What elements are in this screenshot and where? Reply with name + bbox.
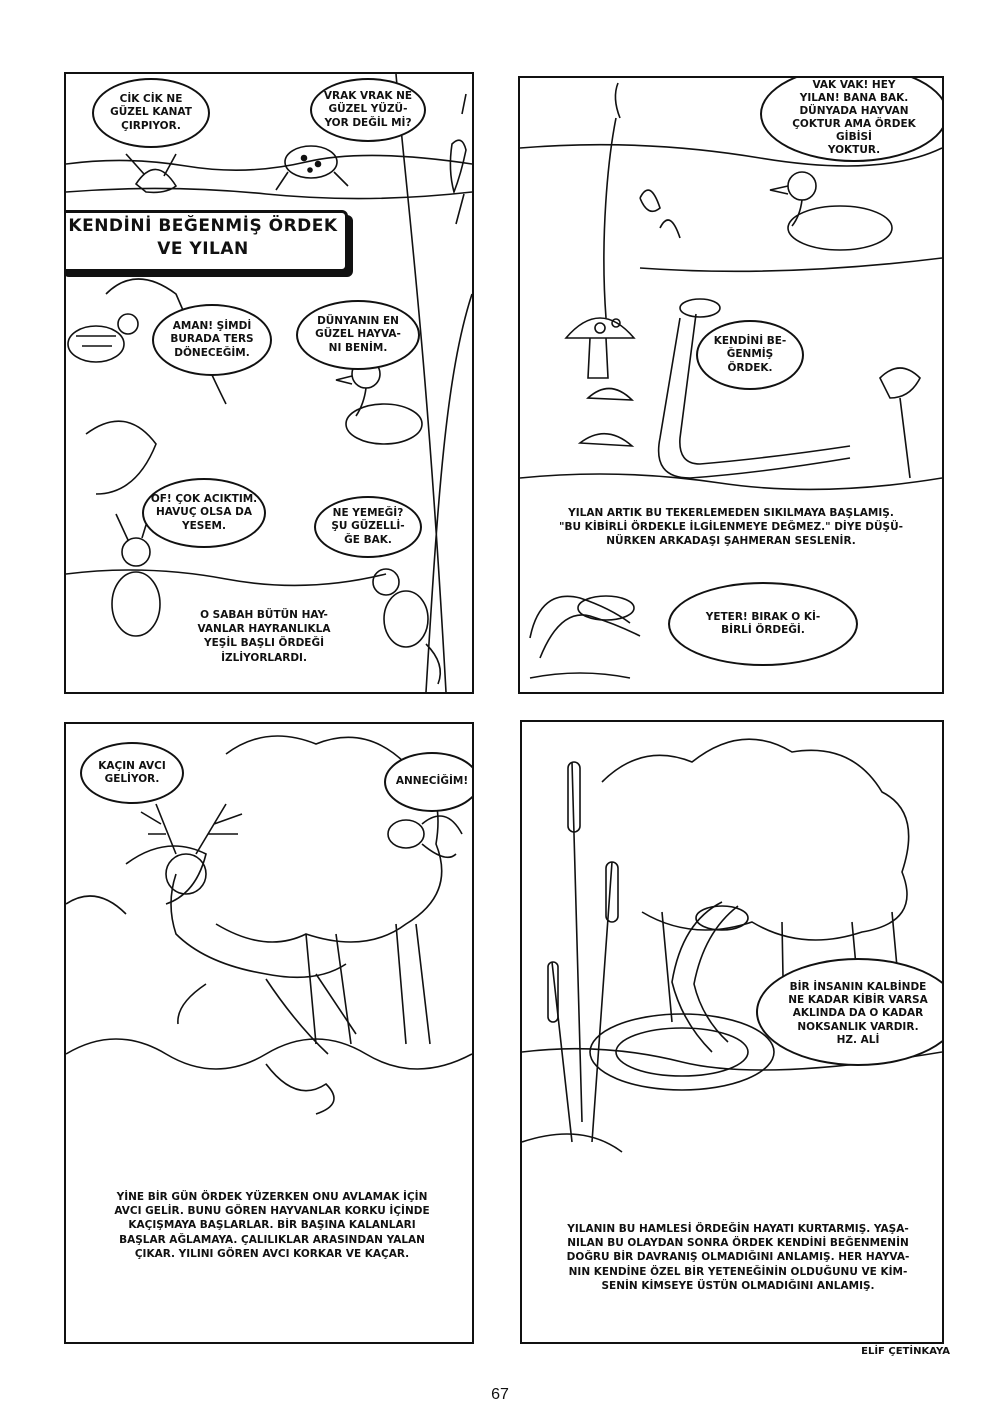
duck-speech-bubble-2: VAK VAK! HEY YILAN! BANA BAK. DÜNYADA HAYVAN ÇOKTUR AMA ÖRDEK GİBİSİ YOKTUR.	[760, 76, 944, 162]
panel-1-caption: O SABAH BÜTÜN HAY- VANLAR HAYRANLIKLA YEŞİL BAŞLI ÖRDEĞİ İZLİYORLARDI.	[197, 609, 331, 664]
shahmeran-speech-bubble: YETER! BIRAK O Kİ- BİRLİ ÖRDEĞİ.	[668, 582, 858, 666]
quote-speech-bubble: BİR İNSANIN KALBİNDE NE KADAR KİBİR VARSA AKLINDA DA O KADAR NOKSANLIK VARDIR. HZ. ALİ	[756, 958, 944, 1066]
panel-4-snake-saves	[520, 720, 944, 1344]
panel-1-illustration	[66, 74, 472, 692]
panel-3-hunter-arrives	[64, 722, 474, 1344]
turtle-speech-bubble: AMAN! ŞİMDİ BURADA TERS DÖNECEĞİM.	[152, 304, 272, 376]
panel-1-forest-animals	[64, 72, 474, 694]
mouse-speech-bubble: NE YEMEĞİ? ŞU GÜZELLİ- ĞE BAK.	[314, 496, 422, 558]
frog-speech-bubble: VRAK VRAK NE GÜZEL YÜZÜ- YOR DEĞİL Mİ?	[310, 78, 426, 142]
deer-speech-bubble: KAÇIN AVCI GELİYOR.	[80, 742, 184, 804]
panel-3-caption: YİNE BİR GÜN ÖRDEK YÜZERKEN ONU AVLAMAK İÇİN AVCI GELİR. BUNU GÖREN HAYVANLAR KORKU İÇİNDE KAÇIŞMAYA BAŞLARLAR. BİR BAŞINA KALANLARI BAŞLAR AĞLAMAYA. ÇALILIKLAR ARASINDAN YALAN ÇIKAR. YILINI GÖREN AVCI KORKAR VE KAÇAR.	[114, 1191, 430, 1260]
author-name: ELİF ÇETİNKAYA	[861, 1346, 950, 1357]
rabbit-speech-bubble: OF! ÇOK ACIKTIM. HAVUÇ OLSA DA YESEM.	[142, 478, 266, 548]
panel-4-caption: YILANIN BU HAMLESİ ÖRDEĞİN HAYATI KURTARMIŞ. YAŞA- NILAN BU OLAYDAN SONRA ÖRDEK KENDİNİ BEĞENMENİN DOĞRU BİR DAVRANIŞ OLMADIĞINI ANLAMIŞ. HER HAYVA- NIN KENDİNE ÖZEL BİR YETENEĞİNİN OLDUĞUNU VE KİM- SENİN KİMSEYE ÜSTÜN OLMADIĞINI ANLAMIŞ.	[566, 1223, 910, 1292]
duck-speech-bubble: DÜNYANIN EN GÜZEL HAYVA- NI BENİM.	[296, 300, 420, 370]
bird-speech-bubble-3: ANNECİĞİM!	[384, 752, 474, 812]
story-title: KENDİNİ BEĞENMİŞ ÖRDEK VE YILAN	[64, 210, 348, 272]
panel-2-caption: YILAN ARTIK BU TEKERLEMEDEN SIKILMAYA BAŞLAMIŞ. "BU KİBİRLİ ÖRDEKLE İLGİLENMEYE DEĞMEZ." DİYE DÜŞÜ- NÜRKEN ARKADAŞI ŞAHMERAN SESLENİR.	[559, 507, 903, 548]
bird-speech-bubble: CİK CİK NE GÜZEL KANAT ÇIRPIYOR.	[92, 78, 210, 148]
panel-2-snake-duck	[518, 76, 944, 694]
page-number: 67	[491, 1386, 509, 1403]
snake-speech-bubble: KENDİNİ BE- ĞENMİŞ ÖRDEK.	[696, 320, 804, 390]
